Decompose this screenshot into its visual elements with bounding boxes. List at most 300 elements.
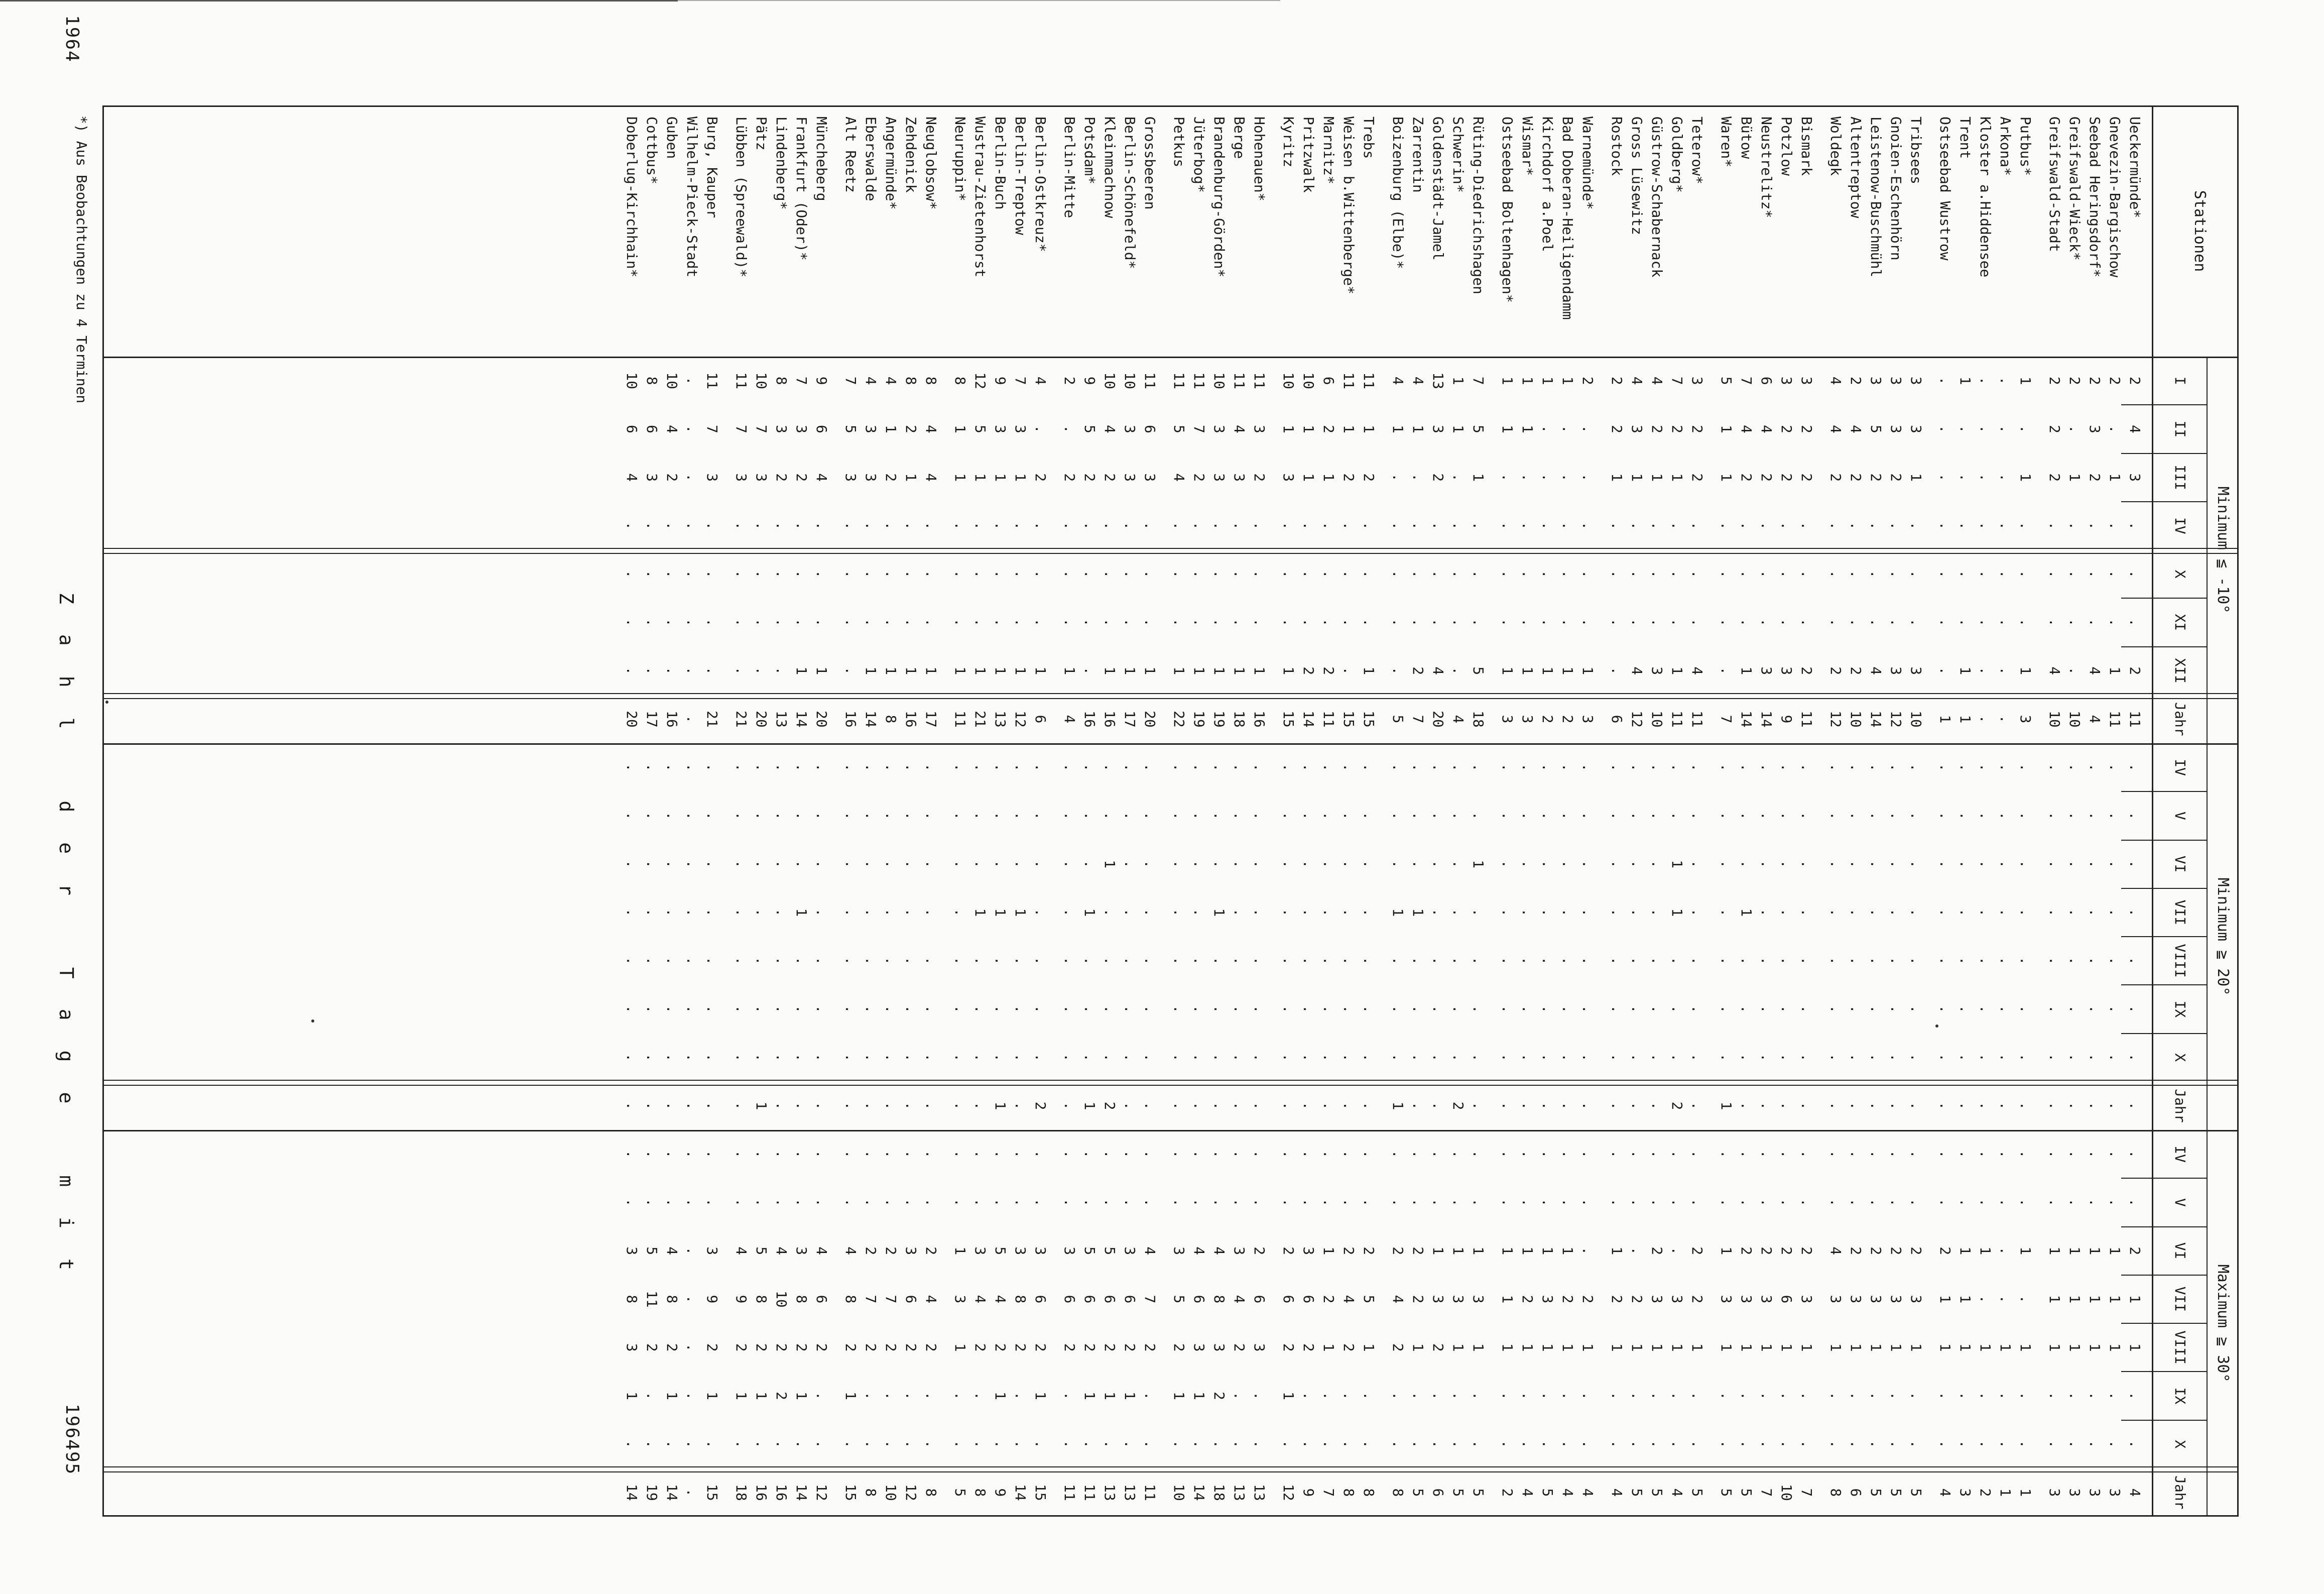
data-cell: . xyxy=(1012,570,1029,579)
data-cell: . xyxy=(1499,763,1516,772)
data-cell: 1 xyxy=(1171,666,1187,675)
data-cell: . xyxy=(1032,908,1049,917)
data-cell: . xyxy=(1559,908,1576,917)
data-cell: . xyxy=(1957,763,1974,772)
data-cell: . xyxy=(1470,1440,1487,1449)
data-cell: . xyxy=(1191,811,1207,820)
data-cell: . xyxy=(1102,1004,1118,1013)
data-cell: . xyxy=(1191,763,1207,772)
data-cell: . xyxy=(1908,521,1924,530)
data-cell: 1 xyxy=(1778,1343,1795,1352)
data-cell: . xyxy=(952,763,968,772)
data-cell: . xyxy=(1997,1246,2014,1256)
data-cell: 3 xyxy=(1122,1246,1138,1256)
data-cell: 5 xyxy=(1361,1295,1377,1304)
data-cell: 2 xyxy=(1848,1246,1864,1256)
data-cell: 3 xyxy=(753,473,770,482)
data-cell: 12 xyxy=(1280,1484,1297,1501)
data-cell: . xyxy=(1061,1004,1078,1013)
data-cell: . xyxy=(1868,570,1884,579)
data-cell: . xyxy=(1300,1053,1317,1062)
data-cell: 10 xyxy=(1300,372,1317,389)
data-cell: . xyxy=(1430,860,1446,869)
data-cell: 1 xyxy=(1470,1343,1487,1352)
station-name: Kirchdorf a.Poel xyxy=(1539,117,1556,252)
station-name: Arkona* xyxy=(1997,117,2014,176)
data-cell: . xyxy=(1848,570,1864,579)
data-cell: 1 xyxy=(863,666,879,675)
data-cell: . xyxy=(1061,811,1078,820)
data-cell: 1 xyxy=(2127,1343,2143,1352)
data-cell: . xyxy=(1798,1053,1815,1062)
data-cell: . xyxy=(2046,763,2063,772)
data-cell: . xyxy=(1519,1198,1536,1207)
data-cell: . xyxy=(1142,860,1158,869)
data-cell: . xyxy=(1340,1440,1357,1449)
data-cell: . xyxy=(1519,1101,1536,1110)
data-cell: . xyxy=(1579,521,1596,530)
data-cell: 5 xyxy=(1102,1246,1118,1256)
data-cell: 15 xyxy=(704,1484,720,1501)
data-cell: 1 xyxy=(1499,424,1516,433)
data-cell: 5 xyxy=(1718,376,1735,385)
data-cell: . xyxy=(1320,908,1337,917)
data-cell: . xyxy=(2107,908,2123,917)
data-cell: 1 xyxy=(972,473,989,482)
data-cell: . xyxy=(1798,1198,1815,1207)
data-cell: 7 xyxy=(1410,715,1426,724)
data-cell: . xyxy=(1738,956,1755,965)
table-row xyxy=(1249,105,1269,1517)
data-cell: . xyxy=(1211,811,1228,820)
data-cell: . xyxy=(1081,1150,1098,1159)
data-cell: . xyxy=(1778,956,1795,965)
data-cell: . xyxy=(1032,811,1049,820)
data-cell: . xyxy=(1300,521,1317,530)
data-cell: 2 xyxy=(664,1343,680,1352)
data-cell: 1 xyxy=(992,666,1009,675)
data-cell: . xyxy=(1888,1391,1904,1400)
table-row xyxy=(1606,105,1626,1517)
table-row xyxy=(751,105,771,1517)
data-cell: 1 xyxy=(1669,860,1685,869)
data-cell: . xyxy=(1758,763,1775,772)
data-cell: 8 xyxy=(664,1295,680,1304)
data-cell: 1 xyxy=(1142,666,1158,675)
data-cell: 1 xyxy=(2017,666,2034,675)
data-cell: . xyxy=(773,956,790,965)
station-name: Wilhelm-Pieck-Stadt xyxy=(684,117,700,278)
data-cell: . xyxy=(813,908,830,917)
data-cell: . xyxy=(1231,618,1248,627)
data-cell: 1 xyxy=(1559,666,1576,675)
data-cell: . xyxy=(923,1053,939,1062)
data-cell: . xyxy=(1231,908,1248,917)
data-cell: . xyxy=(1758,1101,1775,1110)
data-cell: . xyxy=(1032,956,1049,965)
data-cell: . xyxy=(1430,618,1446,627)
data-cell: 4 xyxy=(664,424,680,433)
data-cell: 4 xyxy=(992,1295,1009,1304)
data-cell: . xyxy=(2087,618,2103,627)
data-cell: . xyxy=(2017,956,2034,965)
data-cell: 6 xyxy=(1081,1295,1098,1304)
data-cell: 21 xyxy=(733,711,750,728)
data-cell: . xyxy=(992,1198,1009,1207)
data-cell: 1 xyxy=(1211,666,1228,675)
data-cell: . xyxy=(1450,1198,1466,1207)
data-cell: . xyxy=(2017,763,2034,772)
data-cell: . xyxy=(1649,1440,1665,1449)
data-cell: 1 xyxy=(2087,1295,2103,1304)
data-cell: . xyxy=(684,1440,700,1449)
data-cell: 7 xyxy=(1142,1295,1158,1304)
data-cell: 1 xyxy=(1559,376,1576,385)
data-cell: . xyxy=(1609,618,1625,627)
data-cell: 1 xyxy=(952,1343,968,1352)
data-cell: . xyxy=(644,666,660,675)
data-cell: 2 xyxy=(1102,1343,1118,1352)
data-cell: . xyxy=(1997,666,2014,675)
data-cell: . xyxy=(624,1440,640,1449)
data-cell: . xyxy=(1977,715,1994,724)
data-cell: 5 xyxy=(972,424,989,433)
data-cell: . xyxy=(2017,570,2034,579)
data-cell: 4 xyxy=(883,376,899,385)
data-cell: 1 xyxy=(1081,908,1098,917)
data-cell: . xyxy=(1848,1101,1864,1110)
data-cell: . xyxy=(1061,956,1078,965)
data-cell: . xyxy=(1231,521,1248,530)
data-cell: . xyxy=(1470,956,1487,965)
table-row xyxy=(1845,105,1865,1517)
data-cell: . xyxy=(1539,424,1556,433)
data-cell: . xyxy=(793,570,810,579)
data-cell: . xyxy=(1738,618,1755,627)
data-cell: . xyxy=(2017,1053,2034,1062)
data-cell: 3 xyxy=(1798,376,1815,385)
data-cell: . xyxy=(1977,956,1994,965)
data-cell: . xyxy=(903,908,919,917)
data-cell: . xyxy=(684,1246,700,1256)
data-cell: . xyxy=(1908,908,1924,917)
data-cell: 1 xyxy=(1231,666,1248,675)
data-cell: . xyxy=(1977,1198,1994,1207)
data-cell: . xyxy=(1211,956,1228,965)
data-cell: 3 xyxy=(1231,1246,1248,1256)
table-row xyxy=(920,105,940,1517)
data-cell: 3 xyxy=(1868,1295,1884,1304)
data-cell: 1 xyxy=(1102,666,1118,675)
data-cell: . xyxy=(733,811,750,820)
data-cell: . xyxy=(1211,521,1228,530)
data-cell: . xyxy=(644,1101,660,1110)
data-cell: . xyxy=(1778,811,1795,820)
data-cell: . xyxy=(1122,570,1138,579)
data-cell: . xyxy=(1361,521,1377,530)
data-cell: . xyxy=(753,763,770,772)
group-label: Minimum ≦ -10° xyxy=(2214,486,2232,614)
table-row xyxy=(1995,105,2015,1517)
data-cell: 3 xyxy=(1519,715,1536,724)
data-cell: 5 xyxy=(1081,424,1098,433)
data-cell: 2 xyxy=(1251,473,1268,482)
data-cell: 3 xyxy=(1908,666,1924,675)
data-cell: 2 xyxy=(1251,1246,1268,1256)
data-cell: . xyxy=(1211,1150,1228,1159)
data-cell: 4 xyxy=(1142,1246,1158,1256)
data-cell: . xyxy=(1102,1053,1118,1062)
station-name: Ostseebad Boltenhagen* xyxy=(1499,117,1516,303)
data-cell: . xyxy=(1669,956,1685,965)
data-cell: 7 xyxy=(1669,376,1685,385)
data-cell: . xyxy=(1410,1440,1426,1449)
data-cell: 11 xyxy=(1669,711,1685,728)
table-row xyxy=(1975,105,1995,1517)
data-cell: 4 xyxy=(1519,1488,1536,1497)
data-cell: . xyxy=(1997,376,2014,385)
data-cell: 1 xyxy=(2107,666,2123,675)
data-cell: . xyxy=(1539,1440,1556,1449)
data-cell: 2 xyxy=(733,1343,750,1352)
data-cell: 11 xyxy=(2107,711,2123,728)
data-cell: . xyxy=(903,811,919,820)
data-cell: . xyxy=(2017,1004,2034,1013)
data-cell: . xyxy=(842,1440,859,1449)
data-cell: . xyxy=(1122,860,1138,869)
column-header: IV xyxy=(2172,759,2188,776)
data-cell: . xyxy=(1430,763,1446,772)
table-row xyxy=(1119,105,1139,1517)
data-cell: . xyxy=(644,1004,660,1013)
data-cell: 4 xyxy=(1430,666,1446,675)
data-cell: . xyxy=(1231,1198,1248,1207)
data-cell: . xyxy=(684,1295,700,1304)
data-cell: 1 xyxy=(1450,376,1466,385)
data-cell: . xyxy=(2127,1004,2143,1013)
data-cell: . xyxy=(1868,1053,1884,1062)
table-row xyxy=(900,105,920,1517)
data-cell: . xyxy=(992,618,1009,627)
data-cell: . xyxy=(1061,618,1078,627)
data-cell: . xyxy=(1629,860,1645,869)
data-cell: . xyxy=(1579,618,1596,627)
data-cell: 1 xyxy=(883,666,899,675)
data-cell: 3 xyxy=(1827,1295,1844,1304)
data-cell: . xyxy=(1539,1101,1556,1110)
data-cell: . xyxy=(1848,521,1864,530)
station-name: Burg, Kauper xyxy=(704,117,720,218)
station-name: Altentreptow xyxy=(1848,117,1864,218)
data-cell: . xyxy=(1888,811,1904,820)
data-cell: . xyxy=(923,1004,939,1013)
data-cell: . xyxy=(644,618,660,627)
data-cell: . xyxy=(952,1004,968,1013)
data-cell: . xyxy=(1142,908,1158,917)
data-cell: . xyxy=(704,763,720,772)
data-cell: . xyxy=(753,570,770,579)
data-cell: . xyxy=(1798,956,1815,965)
data-cell: 11 xyxy=(952,711,968,728)
data-cell: . xyxy=(704,1150,720,1159)
data-cell: 3 xyxy=(1012,1246,1029,1256)
data-cell: 1 xyxy=(952,666,968,675)
data-cell: . xyxy=(1470,1198,1487,1207)
data-cell: 2 xyxy=(1778,473,1795,482)
data-cell: . xyxy=(1997,1440,2014,1449)
data-cell: . xyxy=(1758,1053,1775,1062)
data-cell: 11 xyxy=(733,372,750,389)
data-cell: . xyxy=(1908,1053,1924,1062)
table-row xyxy=(1387,105,1407,1517)
data-cell: . xyxy=(1361,811,1377,820)
data-cell: 20 xyxy=(624,711,640,728)
data-cell: 2 xyxy=(1868,1246,1884,1256)
data-cell: . xyxy=(753,1198,770,1207)
data-cell: . xyxy=(842,763,859,772)
data-cell: 2 xyxy=(1758,473,1775,482)
column-header: XI xyxy=(2172,614,2188,631)
data-cell: . xyxy=(1499,521,1516,530)
data-cell: . xyxy=(1718,811,1735,820)
data-cell: . xyxy=(1032,1150,1049,1159)
data-cell: . xyxy=(753,1053,770,1062)
data-cell: . xyxy=(923,521,939,530)
data-cell: . xyxy=(863,1391,879,1400)
data-cell: 1 xyxy=(1191,1391,1207,1400)
data-cell: . xyxy=(1142,1198,1158,1207)
data-cell: 3 xyxy=(1798,1295,1815,1304)
data-cell: 2 xyxy=(923,1246,939,1256)
data-cell: . xyxy=(1559,424,1576,433)
data-cell: . xyxy=(1410,618,1426,627)
data-cell: . xyxy=(1888,1053,1904,1062)
data-cell: . xyxy=(2066,1440,2083,1449)
data-cell: . xyxy=(684,473,700,482)
data-cell: . xyxy=(842,908,859,917)
data-cell: 4 xyxy=(1827,1246,1844,1256)
data-cell: 3 xyxy=(624,1246,640,1256)
data-cell: 14 xyxy=(1300,711,1317,728)
data-cell: 3 xyxy=(1629,424,1645,433)
data-cell: . xyxy=(1251,1004,1268,1013)
data-cell: . xyxy=(1470,1053,1487,1062)
data-cell: 2 xyxy=(1410,666,1426,675)
data-cell: 2 xyxy=(1340,1343,1357,1352)
data-cell: . xyxy=(1689,1198,1705,1207)
data-cell: . xyxy=(1539,811,1556,820)
data-cell: . xyxy=(2017,1440,2034,1449)
data-cell: . xyxy=(2107,1198,2123,1207)
data-cell: . xyxy=(1888,570,1904,579)
data-cell: 1 xyxy=(1579,1343,1596,1352)
data-cell: 3 xyxy=(1888,666,1904,675)
data-cell: 21 xyxy=(704,711,720,728)
data-cell: . xyxy=(1032,1053,1049,1062)
data-cell: 3 xyxy=(1012,424,1029,433)
data-cell: 3 xyxy=(2087,1488,2103,1497)
data-cell: . xyxy=(1231,956,1248,965)
data-cell: . xyxy=(1081,570,1098,579)
data-cell: . xyxy=(1340,956,1357,965)
data-cell: . xyxy=(1280,1150,1297,1159)
data-cell: 3 xyxy=(2017,715,2034,724)
data-cell: 11 xyxy=(1251,372,1268,389)
data-cell: . xyxy=(1718,956,1735,965)
data-cell: 11 xyxy=(644,1291,660,1308)
data-cell: 1 xyxy=(1609,1246,1625,1256)
data-cell: . xyxy=(1211,1101,1228,1110)
data-cell: . xyxy=(992,956,1009,965)
data-cell: . xyxy=(1718,570,1735,579)
data-cell: . xyxy=(2066,763,2083,772)
data-cell: 4 xyxy=(1629,376,1645,385)
data-cell: 3 xyxy=(1251,1343,1268,1352)
data-cell: . xyxy=(793,521,810,530)
column-header: IX xyxy=(2172,1387,2188,1405)
data-cell: 7 xyxy=(1758,1488,1775,1497)
data-cell: . xyxy=(1579,860,1596,869)
data-cell: . xyxy=(1539,763,1556,772)
data-cell: . xyxy=(1470,763,1487,772)
data-cell: . xyxy=(1888,860,1904,869)
data-cell: . xyxy=(952,521,968,530)
data-cell: . xyxy=(624,908,640,917)
data-cell: . xyxy=(1280,811,1297,820)
data-cell: . xyxy=(793,956,810,965)
data-cell: . xyxy=(1300,618,1317,627)
data-cell: . xyxy=(1868,1101,1884,1110)
data-cell: 1 xyxy=(1032,1391,1049,1400)
data-cell: 18 xyxy=(1231,711,1248,728)
data-cell: . xyxy=(1827,618,1844,627)
data-cell: . xyxy=(1937,763,1953,772)
data-cell: 1 xyxy=(1410,908,1426,917)
data-cell: . xyxy=(1579,1440,1596,1449)
data-cell: . xyxy=(972,570,989,579)
data-cell: . xyxy=(1211,860,1228,869)
data-cell: . xyxy=(1499,1101,1516,1110)
data-cell: . xyxy=(624,521,640,530)
data-cell: 2 xyxy=(1798,424,1815,433)
data-cell: . xyxy=(952,860,968,869)
data-cell: 14 xyxy=(1758,711,1775,728)
data-cell: . xyxy=(1689,618,1705,627)
data-cell: . xyxy=(1798,570,1815,579)
data-cell: 13 xyxy=(1231,1484,1248,1501)
data-cell: 2 xyxy=(1102,1101,1118,1110)
data-cell: . xyxy=(1649,1101,1665,1110)
data-cell: 1 xyxy=(1539,1343,1556,1352)
data-cell: 4 xyxy=(1937,1488,1953,1497)
table-row xyxy=(1885,105,1905,1517)
data-cell: 1 xyxy=(1718,1343,1735,1352)
data-cell: . xyxy=(1689,1440,1705,1449)
data-cell: . xyxy=(813,1053,830,1062)
data-cell: . xyxy=(1061,763,1078,772)
data-cell: . xyxy=(1868,618,1884,627)
data-cell: . xyxy=(793,1101,810,1110)
data-cell: 1 xyxy=(1669,666,1685,675)
data-cell: . xyxy=(1997,1198,2014,1207)
data-cell: 2 xyxy=(1778,424,1795,433)
data-cell: . xyxy=(1798,618,1815,627)
data-cell: 1 xyxy=(1081,1391,1098,1400)
data-cell: . xyxy=(1390,618,1406,627)
data-cell: . xyxy=(1758,956,1775,965)
data-cell: . xyxy=(793,1198,810,1207)
data-cell: . xyxy=(1519,908,1536,917)
